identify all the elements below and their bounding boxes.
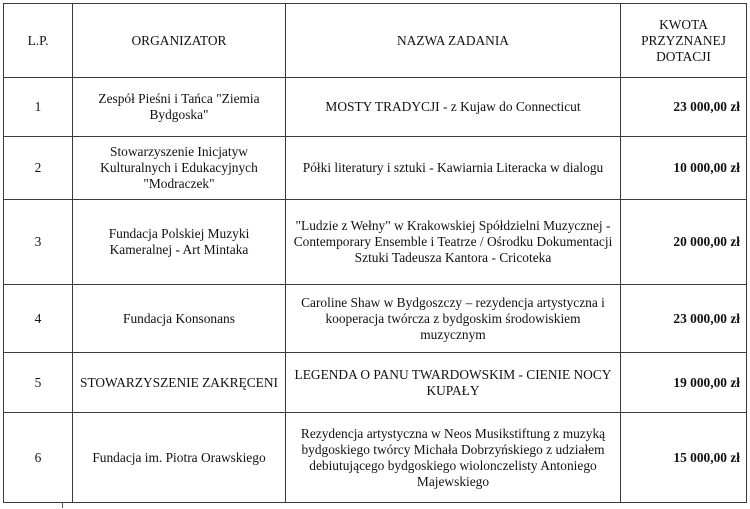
cell-grant-amount: 23 000,00 zł — [621, 285, 747, 353]
table-header-row — [4, 4, 747, 78]
cell-grant-amount: 19 000,00 zł — [621, 353, 747, 413]
header-task-name: NAZWA ZADANIA — [286, 4, 621, 78]
cell-lp: 1 — [4, 78, 73, 137]
table-row — [4, 413, 747, 503]
cell-lp: 2 — [4, 137, 73, 200]
cell-grant-amount: 15 000,00 zł — [621, 413, 747, 503]
header-lp: L.P. — [4, 4, 73, 78]
cell-task-name: "Ludzie z Wełny" w Krakowskiej Spółdzielni Muzycznej - Contemporary Ensemble i Teatrze / Ośrodku Dokumentacji Sztuki Tadeusza Kantora - Cricoteka — [286, 200, 621, 285]
cell-grant-amount: 20 000,00 zł — [621, 200, 747, 285]
cell-grant-amount: 23 000,00 zł — [621, 78, 747, 137]
cell-lp: 5 — [4, 353, 73, 413]
cell-task-name: MOSTY TRADYCJI - z Kujaw do Connecticut — [286, 78, 621, 137]
cell-task-name: Półki literatury i sztuki - Kawiarnia Literacka w dialogu — [286, 137, 621, 200]
cell-task-name: Rezydencja artystyczna w Neos Musikstiftung z muzyką bydgoskiego twórcy Michała Dobrzyńskiego z udziałem debiutującego bydgoskiego wiolonczelisty Antoniego Majewskiego — [286, 413, 621, 503]
cell-lp: 3 — [4, 200, 73, 285]
cell-organizer: STOWARZYSZENIE ZAKRĘCENI — [73, 353, 286, 413]
cell-organizer: Fundacja Polskiej Muzyki Kameralnej - Art Mintaka — [73, 200, 286, 285]
grants-table — [3, 3, 747, 503]
cell-organizer: Fundacja Konsonans — [73, 285, 286, 353]
cell-organizer: Stowarzyszenie Inicjatyw Kulturalnych i Edukacyjnych "Modraczek" — [73, 137, 286, 200]
cell-task-name: Caroline Shaw w Bydgoszczy – rezydencja artystyczna i kooperacja twórcza z bydgoskim środowiskiem muzycznym — [286, 285, 621, 353]
cell-task-name: LEGENDA O PANU TWARDOWSKIM - CIENIE NOCY KUPAŁY — [286, 353, 621, 413]
cell-organizer: Zespół Pieśni i Tańca "Ziemia Bydgoska" — [73, 78, 286, 137]
cell-organizer: Fundacja im. Piotra Orawskiego — [73, 413, 286, 503]
cell-lp: 6 — [4, 413, 73, 503]
cell-grant-amount: 10 000,00 zł — [621, 137, 747, 200]
header-organizer: ORGANIZATOR — [73, 4, 286, 78]
header-grant-amount: KWOTA PRZYZNANEJ DOTACJI — [621, 4, 747, 78]
cell-lp: 4 — [4, 285, 73, 353]
table-row — [4, 353, 747, 413]
table-row — [4, 285, 747, 353]
table-row — [4, 137, 747, 200]
table-row — [4, 78, 747, 137]
footnote-mark — [62, 502, 63, 508]
table-row — [4, 200, 747, 285]
